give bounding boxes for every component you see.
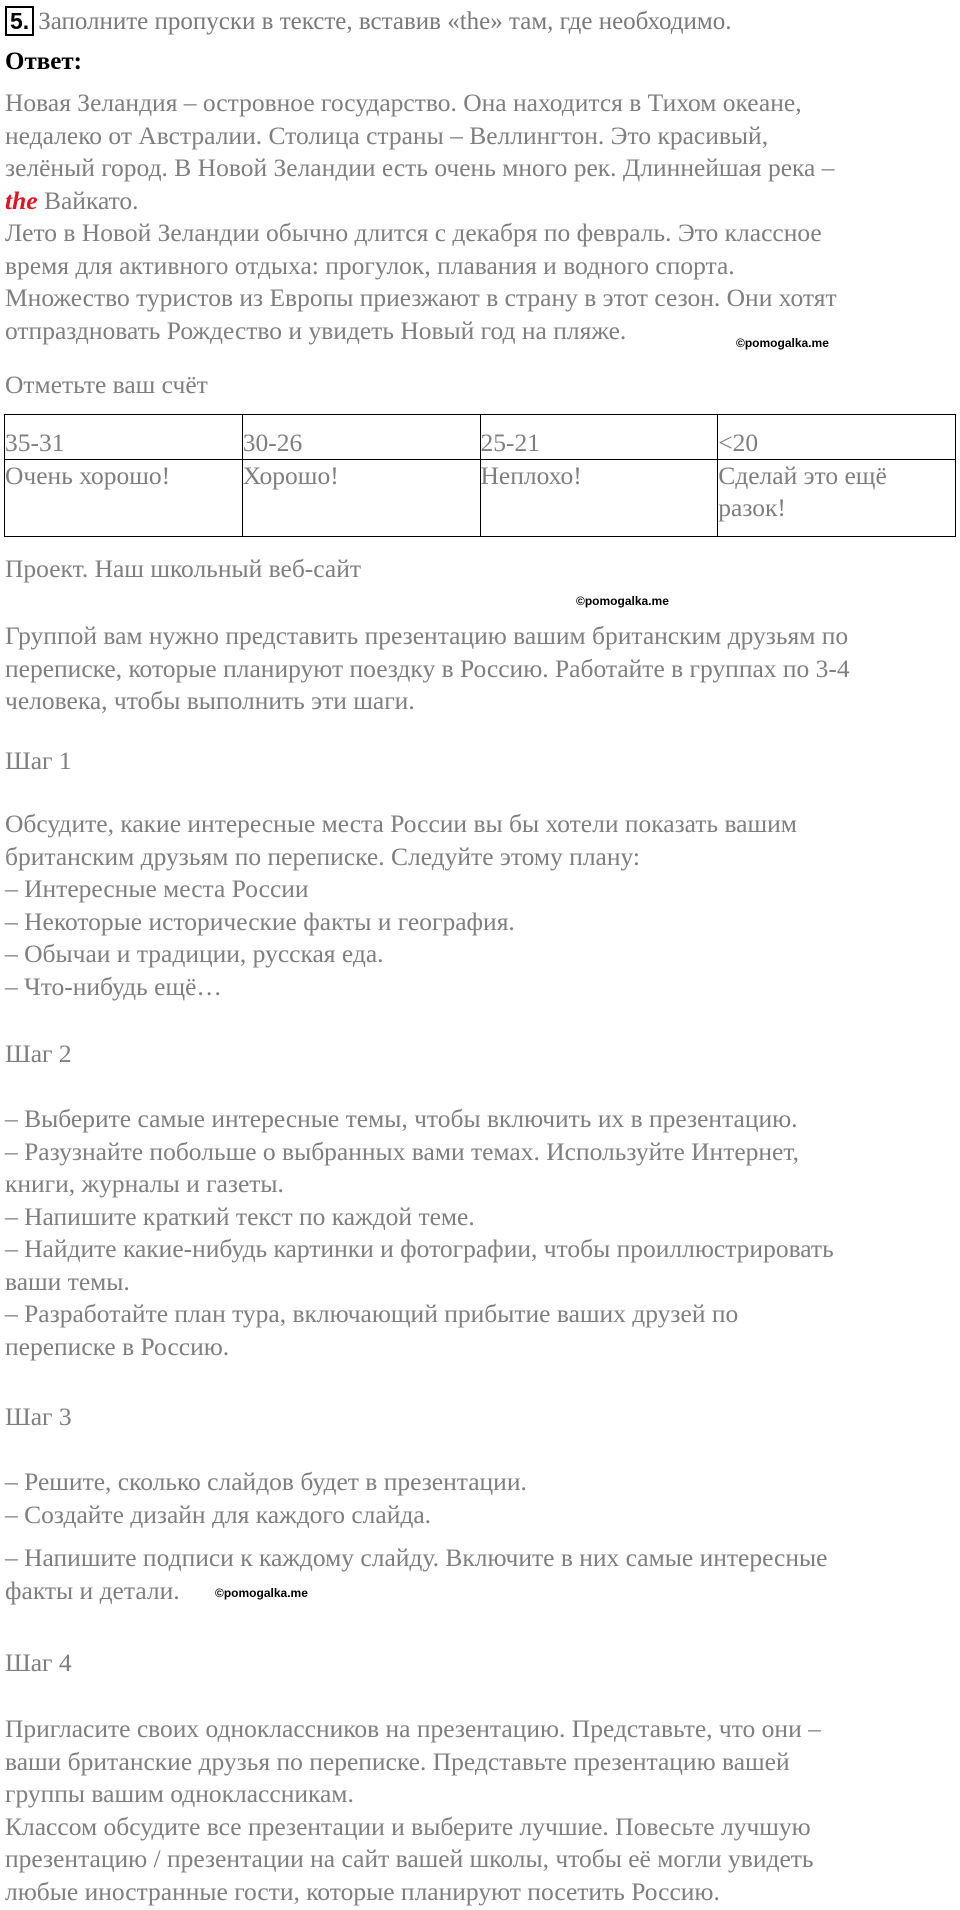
watermark: ©pomogalka.me bbox=[215, 1586, 308, 1600]
text-line: Пригласите своих одноклассников на презентацию. Представьте, что они – bbox=[5, 1714, 821, 1743]
score-range-cell: <20 bbox=[718, 415, 956, 460]
list-item: – Напишите краткий текст по каждой теме. bbox=[5, 1201, 475, 1231]
list-item: – Интересные места России bbox=[5, 874, 309, 903]
table-row bbox=[5, 460, 956, 537]
step2-text bbox=[5, 1103, 955, 1363]
rating-cell: Сделай это ещё разок! bbox=[718, 460, 956, 537]
step3-text-b bbox=[5, 1542, 955, 1607]
rating-cell: Неплохо! bbox=[480, 460, 718, 537]
score-range-cell: 25-21 bbox=[480, 415, 718, 460]
text-line: ваши британские друзья по переписке. Представьте презентацию вашей bbox=[5, 1746, 790, 1776]
task-instruction: Заполните пропуски в тексте, вставив «the» там, где необходимо. bbox=[38, 8, 732, 35]
step3-text-a bbox=[5, 1466, 955, 1531]
step1-title: Шаг 1 bbox=[5, 746, 72, 775]
list-item: – Найдите какие-нибудь картинки и фотографии, чтобы проиллюстрировать bbox=[5, 1234, 834, 1263]
task-number-badge: 5. bbox=[5, 6, 34, 36]
step4-text bbox=[5, 1713, 955, 1908]
project-title: Проект. Наш школьный веб-сайт bbox=[5, 554, 362, 583]
list-item: – Некоторые исторические факты и география. bbox=[5, 906, 515, 936]
text-line: любые иностранные гости, которые планируют посетить Россию. bbox=[5, 1876, 720, 1906]
task-header bbox=[5, 6, 731, 38]
step3-title: Шаг 3 bbox=[5, 1402, 72, 1431]
text-line-with-answer bbox=[5, 185, 955, 218]
text-line: презентацию / презентации на сайт вашей школы, чтобы её могли увидеть bbox=[5, 1844, 814, 1873]
text-line: Множество туристов из Европы приезжают в страну в этот сезон. Они хотят bbox=[5, 283, 837, 312]
text-line: человека, чтобы выполнить эти шаги. bbox=[5, 686, 415, 715]
watermark: ©pomogalka.me bbox=[576, 594, 669, 608]
list-item: факты и детали. bbox=[5, 1575, 180, 1605]
list-item: – Решите, сколько слайдов будет в презентации. bbox=[5, 1467, 527, 1496]
list-item: – Выберите самые интересные темы, чтобы включить их в презентацию. bbox=[5, 1104, 798, 1133]
score-range-cell: 30-26 bbox=[242, 415, 480, 460]
text-fragment: Вайкато. bbox=[37, 185, 139, 215]
project-intro bbox=[5, 620, 955, 718]
list-item: ваши темы. bbox=[5, 1266, 130, 1296]
text-line: британским друзьям по переписке. Следуйте этому плану: bbox=[5, 841, 641, 871]
watermark: ©pomogalka.me bbox=[736, 336, 829, 350]
list-item: – Разработайте план тура, включающий прибытие ваших друзей по bbox=[5, 1299, 739, 1328]
score-table bbox=[4, 414, 956, 537]
step1-text bbox=[5, 808, 955, 1003]
list-item: – Создайте дизайн для каждого слайда. bbox=[5, 1499, 432, 1529]
score-title: Отметьте ваш счёт bbox=[5, 370, 208, 399]
table-row bbox=[5, 415, 956, 460]
step4-title: Шаг 4 bbox=[5, 1648, 72, 1677]
text-line: Классом обсудите все презентации и выберите лучшие. Повесьте лучшую bbox=[5, 1811, 811, 1841]
text-line: Лето в Новой Зеландии обычно длится с декабря по февраль. Это классное bbox=[5, 218, 822, 247]
inserted-article: the bbox=[5, 185, 38, 215]
answer-text bbox=[5, 87, 955, 347]
text-line: время для активного отдыха: прогулок, плавания и водного спорта. bbox=[5, 250, 735, 280]
text-line: недалеко от Австралии. Столица страны – Веллингтон. Это красивый, bbox=[5, 120, 769, 150]
text-line: зелёный город. В Новой Зеландии есть очень много рек. Длиннейшая река – bbox=[5, 153, 835, 182]
list-item: – Обычаи и традиции, русская еда. bbox=[5, 939, 384, 968]
text-line: отпраздновать Рождество и увидеть Новый год на пляже. bbox=[5, 315, 627, 345]
list-item: – Напишите подписи к каждому слайду. Включите в них самые интересные bbox=[5, 1543, 828, 1572]
text-line: переписке, которые планируют поездку в Россию. Работайте в группах по 3-4 bbox=[5, 653, 850, 683]
text-line: Новая Зеландия – островное государство. Она находится в Тихом океане, bbox=[5, 88, 802, 117]
text-line: группы вашим одноклассникам. bbox=[5, 1779, 354, 1808]
rating-cell: Хорошо! bbox=[242, 460, 480, 537]
score-range-cell: 35-31 bbox=[5, 415, 243, 460]
list-item: книги, журналы и газеты. bbox=[5, 1169, 284, 1198]
answer-label: Ответ: bbox=[5, 48, 82, 75]
rating-cell: Очень хорошо! bbox=[5, 460, 243, 537]
list-item: – Разузнайте побольше о выбранных вами темах. Используйте Интернет, bbox=[5, 1136, 799, 1166]
list-item: – Что-нибудь ещё… bbox=[5, 971, 222, 1001]
list-item: переписке в Россию. bbox=[5, 1331, 230, 1361]
step2-title: Шаг 2 bbox=[5, 1039, 72, 1068]
text-line: Обсудите, какие интересные места России вы бы хотели показать вашим bbox=[5, 809, 797, 838]
text-line: Группой вам нужно представить презентацию вашим британским друзьям по bbox=[5, 621, 849, 650]
